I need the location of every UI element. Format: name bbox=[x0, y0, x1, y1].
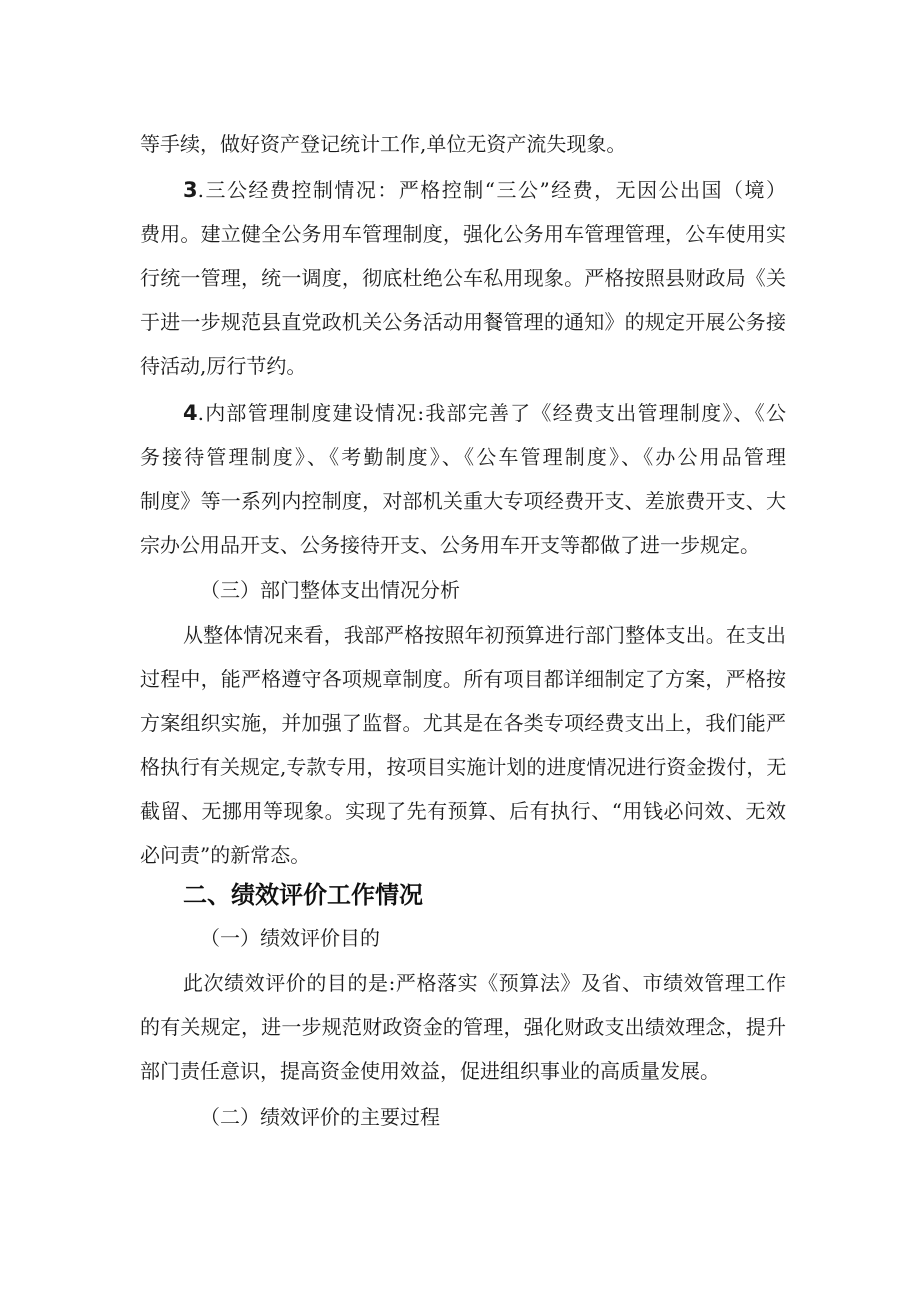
paragraph-line: 宗办公用品开支、公务接待开支、公务用车开支等都做了进一步规定。 bbox=[140, 533, 760, 557]
paragraph-line: 待活动,厉行节约。 bbox=[140, 354, 307, 378]
paragraph-line: 格执行有关规定,专款专用，按项目实施计划的进度情况进行资金拨付，无 bbox=[140, 755, 786, 779]
paragraph-line: 费用。建立健全公务用车管理制度，强化公务用车管理管理，公车使用实 bbox=[140, 222, 786, 246]
paragraph-line: 方案组织实施，并加强了监督。尤其是在各类专项经费支出上，我们能严 bbox=[140, 711, 786, 735]
item-4-title-text: .内部管理制度建设情况:我部完善了《经费支出管理制度》、《公 bbox=[197, 401, 786, 425]
section-3-title: （三）部门整体支出情况分析 bbox=[200, 578, 460, 602]
paragraph-line: 的有关规定，进一步规范财政资金的管理，强化财政支出绩效理念，提升 bbox=[140, 1015, 786, 1039]
paragraph-line: 从整体情况来看，我部严格按照年初预算进行部门整体支出。在支出 bbox=[183, 623, 786, 647]
paragraph-line: 过程中，能严格遵守各项规章制度。所有项目都详细制定了方案，严格按 bbox=[140, 667, 786, 691]
paragraph-line: 此次绩效评价的目的是:严格落实《预算法》及省、市绩效管理工作 bbox=[183, 971, 786, 995]
subsection-2-title: （二）绩效评价的主要过程 bbox=[200, 1105, 440, 1129]
item-3-first-line bbox=[183, 177, 786, 203]
item-3-title-text: .三公经费控制情况：严格控制“三公”经费，无因公出国（境） bbox=[197, 178, 786, 202]
paragraph-line: 于进一步规范县直党政机关公务活动用餐管理的通知》的规定开展公务接 bbox=[140, 310, 786, 334]
item-number: 4 bbox=[183, 401, 198, 425]
paragraph-line: 截留、无挪用等现象。实现了先有预算、后有执行、“用钱必问效、无效 bbox=[140, 799, 786, 823]
paragraph-line: 等手续，做好资产登记统计工作,单位无资产流失现象。 bbox=[140, 132, 627, 156]
paragraph-line: 必问责”的新常态。 bbox=[140, 843, 311, 867]
subsection-1-title: （一）绩效评价目的 bbox=[200, 926, 380, 950]
paragraph-line: 行统一管理，统一调度，彻底杜绝公车私用现象。严格按照县财政局《关 bbox=[140, 266, 786, 290]
item-number: 3 bbox=[183, 178, 198, 202]
paragraph-line: 务接待管理制度》、《考勤制度》、《公车管理制度》、《办公用品管理 bbox=[140, 445, 786, 469]
section-heading: 二、绩效评价工作情况 bbox=[183, 881, 423, 909]
paragraph-line: 制度》等一系列内控制度，对部机关重大专项经费开支、差旅费开支、大 bbox=[140, 489, 786, 513]
paragraph-line: 部门责任意识，提高资金使用效益，促进组织事业的高质量发展。 bbox=[140, 1059, 720, 1083]
item-4-first-line bbox=[183, 400, 786, 426]
